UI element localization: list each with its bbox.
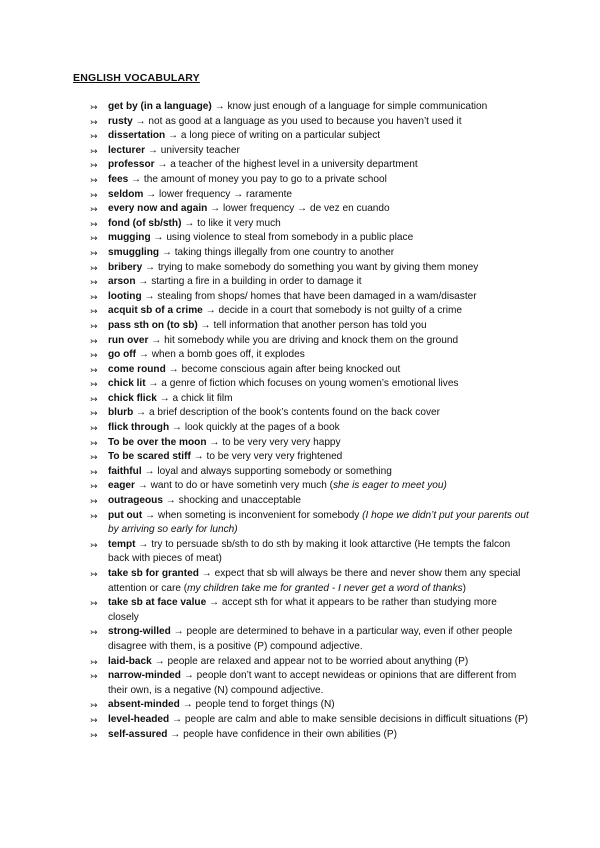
arrow-icon: → (159, 246, 175, 258)
vocab-item (0, 669, 600, 698)
vocab-term: seldom (108, 188, 144, 200)
vocab-item (0, 377, 600, 392)
vocab-item (0, 596, 600, 625)
vocab-item (0, 231, 600, 246)
vocab-term: fees (108, 173, 129, 185)
vocab-term: laid-back (108, 655, 152, 667)
vocab-term: mugging (108, 232, 151, 244)
vocab-definition: shocking and unacceptable (178, 495, 302, 507)
vocab-definition: using violence to steal from somebody in a public place (166, 232, 414, 244)
vocab-definition: try to persuade sb/sth to do sth by making it look attarctive (He tempts the falcon back with pieces of meat) (108, 538, 511, 565)
vocab-term: flick through (108, 422, 170, 434)
arrow-icon: → (162, 495, 179, 507)
arrow-bullet-icon: ↣ (90, 569, 98, 579)
arrow-icon: → (165, 130, 181, 142)
arrow-bullet-icon: ↣ (90, 262, 98, 273)
vocab-definition: people are determined to behave in a particular way, even if other people disagree with them, is a positive (P) compound adjective. (108, 626, 513, 652)
arrow-icon: → (211, 101, 228, 112)
vocab-definition: the amount of money you pay to go to a private school (143, 173, 387, 185)
vocab-term: arson (108, 276, 136, 288)
vocab-definition: know just enough of a language for simple communication (227, 101, 488, 112)
arrow-bullet-icon: ↣ (90, 393, 98, 404)
vocab-item (0, 421, 600, 436)
arrow-bullet-icon: ↣ (90, 306, 98, 317)
arrow-icon: → (169, 713, 185, 725)
vocab-term: bribery (108, 261, 143, 273)
vocab-term: chick flick (108, 392, 157, 404)
vocab-term: acquit sb of a crime (108, 305, 203, 317)
arrow-icon: → (190, 451, 207, 463)
vocab-definition: to like it very much (197, 217, 281, 229)
arrow-icon: → (180, 670, 197, 682)
vocab-example: my children take me for granted - I never get a word of thanks (187, 582, 463, 594)
arrow-bullet-icon: ↣ (90, 598, 98, 609)
vocab-term: looting (108, 290, 142, 302)
vocab-term: To be scared stiff (108, 451, 191, 463)
arrow-icon: → (141, 465, 158, 477)
vocab-item (0, 188, 600, 203)
vocab-definition: people are calm and able to make sensible decisions in difficult situations (P) (184, 713, 529, 725)
vocab-definition: tell information that another person has told you (213, 319, 427, 331)
arrow-bullet-icon: ↣ (90, 627, 98, 638)
vocab-term: tempt (108, 538, 136, 550)
vocab-item (0, 465, 600, 480)
arrow-bullet-icon: ↣ (90, 277, 98, 288)
arrow-bullet-icon: ↣ (90, 656, 98, 667)
vocab-item (0, 713, 600, 728)
vocab-term: fond (of sb/sth) (108, 217, 182, 229)
vocab-item (0, 538, 600, 567)
vocab-item (0, 290, 600, 305)
vocab-example: (I hope we didn’t put your parents out by arriving so early for lunch) (108, 509, 529, 536)
arrow-bullet-icon: ↣ (90, 174, 98, 185)
arrow-icon: → (145, 144, 161, 156)
vocab-item (0, 494, 600, 509)
arrow-icon: → (198, 568, 215, 579)
vocab-item (0, 348, 600, 363)
arrow-bullet-icon: ↣ (90, 714, 98, 725)
vocab-definition: university teacher (160, 144, 240, 156)
arrow-bullet-icon: ↣ (90, 204, 98, 215)
arrow-icon: → (132, 115, 149, 127)
vocab-definition: look quickly at the pages of a book (184, 422, 340, 434)
vocab-definition: a long piece of writing on a particular subject (180, 130, 381, 142)
arrow-icon: → (206, 436, 223, 448)
arrow-bullet-icon: ↣ (90, 452, 98, 463)
vocab-item (0, 728, 600, 743)
vocab-item (0, 246, 600, 261)
vocab-term: come round (108, 363, 166, 375)
vocab-item (0, 567, 600, 596)
vocab-term: take sb at face value (108, 597, 207, 609)
vocab-definition: to be very very very happy (222, 436, 341, 448)
vocab-definition: stealing from shops/ homes that have been damaged in a wam/disaster (157, 290, 477, 302)
vocab-definition: accept sth for what it appears to be rather than studying more closely (108, 597, 497, 623)
arrow-bullet-icon: ↣ (90, 233, 98, 244)
vocab-item (0, 406, 600, 421)
vocab-definition: lower frequency → de vez en cuando (223, 203, 390, 215)
vocab-item (0, 363, 600, 378)
vocabulary-list (0, 100, 600, 742)
vocab-term: rusty (108, 115, 133, 127)
vocab-item (0, 100, 600, 115)
vocab-term: outrageous (108, 495, 163, 507)
vocab-item (0, 479, 600, 494)
vocab-term: pass sth on (to sb) (108, 319, 198, 331)
arrow-icon: → (143, 188, 160, 200)
arrow-bullet-icon: ↣ (90, 481, 98, 492)
vocab-term: chick lit (108, 378, 146, 390)
vocab-item (0, 655, 600, 670)
vocab-term: narrow-minded (108, 670, 181, 682)
arrow-bullet-icon: ↣ (90, 729, 98, 740)
vocab-definition: people have confidence in their own abilities (P) (183, 728, 397, 740)
vocab-item (0, 450, 600, 465)
vocab-definition: become conscious again after being knocked out (181, 363, 401, 375)
document-title: ENGLISH VOCABULARY (73, 72, 200, 84)
vocab-term: go off (108, 349, 137, 361)
arrow-bullet-icon: ↣ (90, 700, 98, 711)
arrow-bullet-icon: ↣ (90, 218, 98, 229)
vocab-item (0, 509, 600, 538)
vocab-term: self-assured (108, 728, 168, 740)
arrow-icon: → (156, 392, 173, 404)
arrow-icon: → (142, 261, 158, 273)
vocab-definition-tail: ) (462, 582, 466, 594)
vocab-term: dissertation (108, 130, 166, 142)
arrow-bullet-icon: ↣ (90, 510, 98, 521)
vocab-definition: hit somebody while you are driving and knock them on the ground (164, 334, 459, 346)
arrow-bullet-icon: ↣ (90, 350, 98, 361)
vocab-item (0, 275, 600, 290)
vocab-definition: a chick lit film (172, 392, 233, 404)
vocab-term: blurb (108, 407, 134, 419)
vocab-item (0, 319, 600, 334)
vocab-item (0, 392, 600, 407)
arrow-icon: → (179, 699, 196, 711)
arrow-icon: → (206, 597, 222, 609)
arrow-bullet-icon: ↣ (90, 102, 98, 112)
arrow-bullet-icon: ↣ (90, 408, 98, 419)
arrow-icon: → (133, 407, 149, 419)
arrow-icon: → (135, 276, 152, 288)
arrow-bullet-icon: ↣ (90, 247, 98, 258)
arrow-bullet-icon: ↣ (90, 320, 98, 331)
arrow-icon: → (142, 509, 158, 521)
arrow-bullet-icon: ↣ (90, 379, 98, 390)
vocab-item (0, 158, 600, 173)
vocab-item (0, 625, 600, 654)
vocab-definition: decide in a court that somebody is not guilty of a crime (218, 305, 462, 317)
vocab-item (0, 144, 600, 159)
vocab-term: every now and again (108, 203, 208, 215)
arrow-icon: → (136, 349, 152, 361)
arrow-icon: → (169, 422, 185, 434)
vocab-definition: when someting is inconvenient for somebody (157, 509, 363, 521)
vocab-definition: expect that sb will always be there and never show them any special attention or care ( (108, 568, 521, 594)
arrow-icon: → (181, 217, 198, 229)
arrow-bullet-icon: ↣ (90, 423, 98, 434)
vocab-term: faithful (108, 465, 142, 477)
vocab-definition: people don’t want to accept newideas or opinions that are different from their own, is a negative (N) compound adjective. (108, 670, 517, 696)
vocab-definition: a genre of fiction which focuses on young women’s emotional lives (161, 378, 459, 390)
vocab-definition: starting a fire in a building in order to damage it (151, 276, 362, 288)
arrow-icon: → (145, 378, 162, 390)
arrow-bullet-icon: ↣ (90, 131, 98, 142)
vocab-term: level-headed (108, 713, 170, 725)
vocab-definition: to be very very very frightened (206, 451, 343, 463)
vocab-term: strong-willed (108, 626, 171, 638)
vocab-definition: people are relaxed and appear not to be worried about anything (P) (167, 655, 469, 667)
arrow-icon: → (134, 480, 151, 492)
arrow-bullet-icon: ↣ (90, 466, 98, 477)
vocab-term: take sb for granted (108, 568, 199, 579)
vocab-term: lecturer (108, 144, 146, 156)
vocab-definition: not as good at a language as you used to because you haven’t used it (148, 115, 462, 127)
vocab-item (0, 436, 600, 451)
vocab-item (0, 115, 600, 130)
arrow-icon: → (150, 232, 167, 244)
arrow-icon: → (141, 290, 158, 302)
vocab-item (0, 129, 600, 144)
arrow-bullet-icon: ↣ (90, 116, 98, 127)
arrow-bullet-icon: ↣ (90, 496, 98, 507)
vocab-term: get by (in a language) (108, 101, 212, 112)
arrow-icon: → (207, 203, 223, 215)
arrow-bullet-icon: ↣ (90, 189, 98, 200)
vocab-term: To be over the moon (108, 436, 207, 448)
vocab-definition: lower frequency → raramente (159, 188, 293, 200)
vocab-definition: a brief description of the book’s contents found on the back cover (148, 407, 440, 419)
arrow-icon: → (148, 334, 165, 346)
vocab-definition: people tend to forget things (N) (195, 699, 335, 711)
vocab-term: professor (108, 159, 155, 171)
arrow-icon: → (151, 655, 168, 667)
vocab-item (0, 173, 600, 188)
vocab-definition: want to do or have sometinh very much ( (150, 480, 333, 492)
vocab-item (0, 304, 600, 319)
arrow-bullet-icon: ↣ (90, 671, 98, 682)
arrow-icon: → (154, 159, 171, 171)
vocab-definition: trying to make somebody do something you want by giving them money (157, 261, 479, 273)
vocab-definition: a teacher of the highest level in a university department (170, 159, 418, 171)
arrow-icon: → (170, 626, 187, 638)
arrow-icon: → (167, 728, 184, 740)
vocab-item (0, 334, 600, 349)
vocab-definition: when a bomb goes off, it explodes (151, 349, 305, 361)
arrow-icon: → (165, 363, 182, 375)
vocab-example: she is eager to meet you) (332, 480, 447, 492)
vocab-term: absent-minded (108, 699, 180, 711)
vocab-term: run over (108, 334, 149, 346)
arrow-icon: → (128, 173, 144, 185)
arrow-bullet-icon: ↣ (90, 291, 98, 302)
arrow-bullet-icon: ↣ (90, 364, 98, 375)
arrow-bullet-icon: ↣ (90, 145, 98, 156)
arrow-bullet-icon: ↣ (90, 437, 98, 448)
arrow-bullet-icon: ↣ (90, 539, 98, 550)
vocab-item (0, 261, 600, 276)
vocab-item (0, 217, 600, 232)
vocab-item (0, 202, 600, 217)
vocab-term: put out (108, 509, 143, 521)
arrow-bullet-icon: ↣ (90, 335, 98, 346)
vocab-definition: taking things illegally from one country to another (174, 246, 395, 258)
arrow-icon: → (135, 538, 152, 550)
vocab-item (0, 698, 600, 713)
vocab-definition: loyal and always supporting somebody or something (157, 465, 392, 477)
vocab-term: eager (108, 480, 135, 492)
arrow-icon: → (202, 305, 219, 317)
arrow-bullet-icon: ↣ (90, 160, 98, 171)
arrow-icon: → (197, 319, 214, 331)
vocab-term: smuggling (108, 246, 160, 258)
